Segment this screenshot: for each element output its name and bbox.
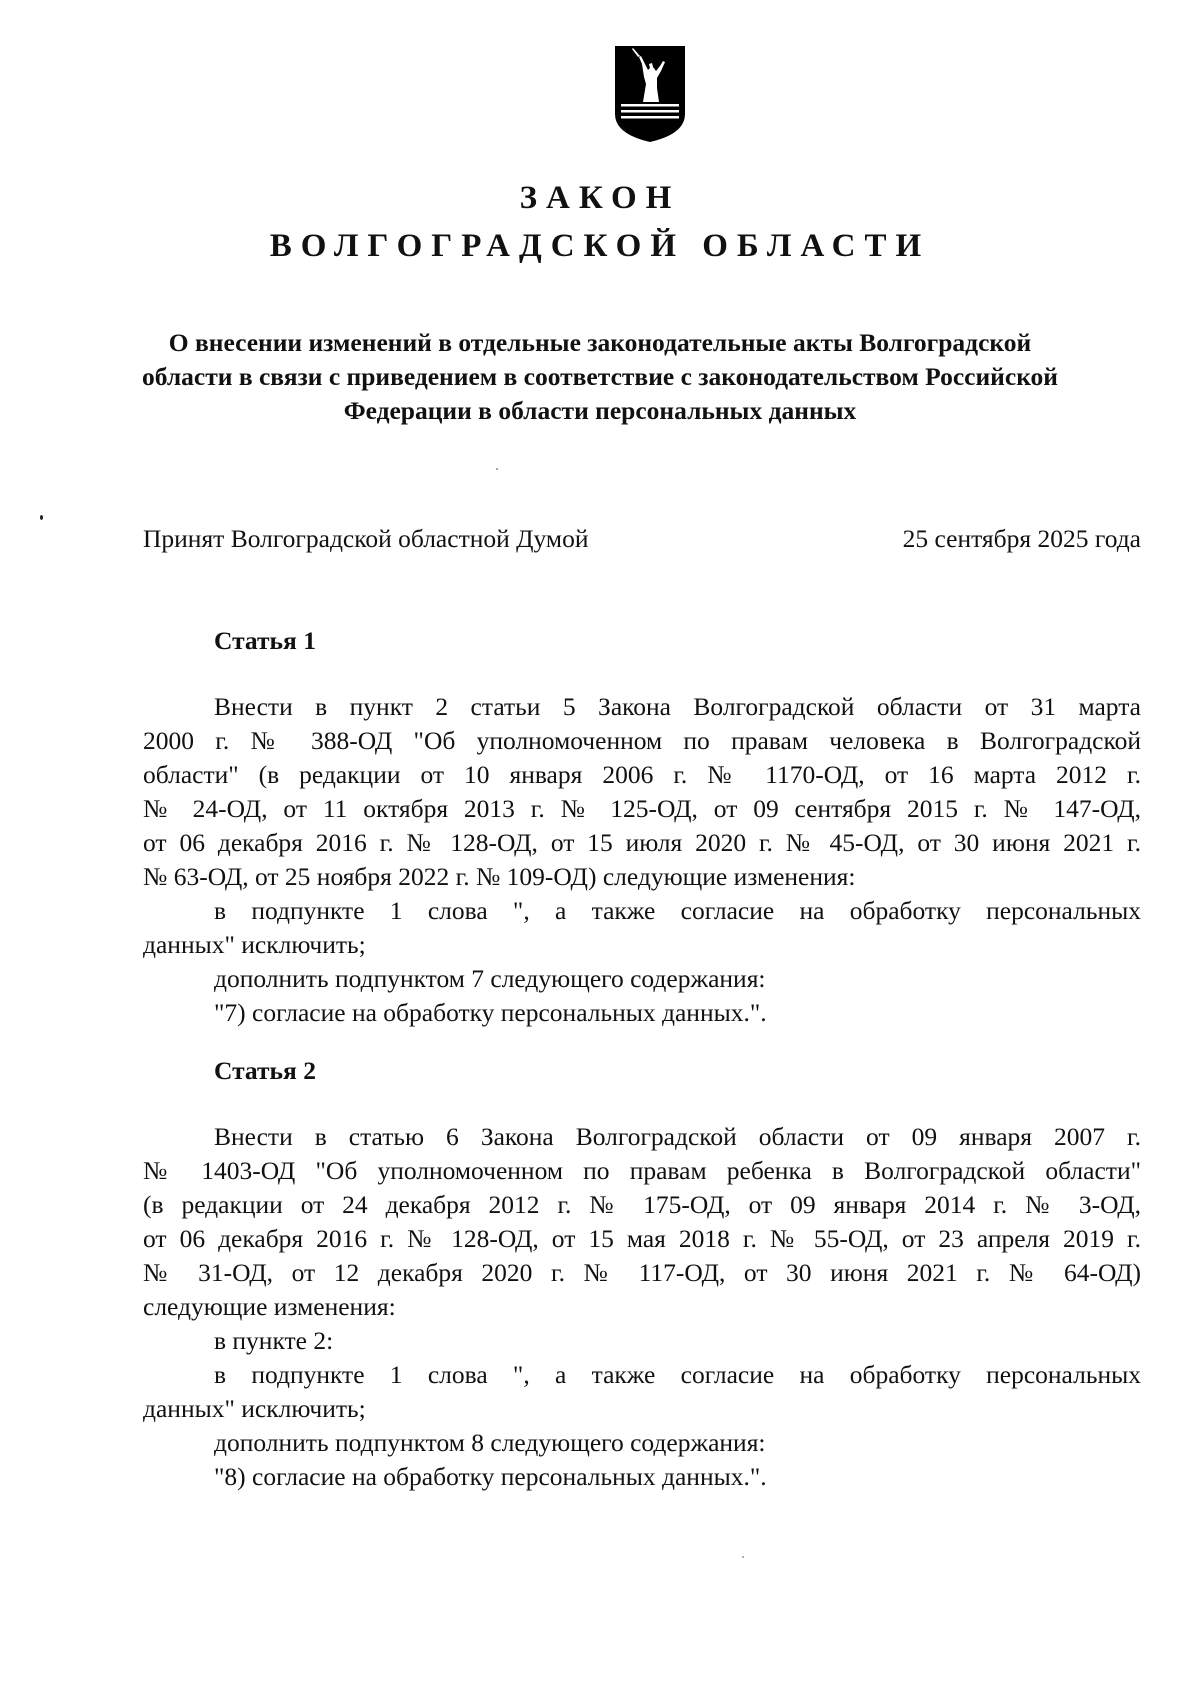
article-2-heading: Статья 2 (214, 1056, 316, 1085)
scan-speck (496, 468, 498, 470)
coat-of-arms-volgograd-emblem (613, 44, 687, 144)
article-1-line: области" (в редакции от 10 января 2006 г. № 1170-ОД, от 16 марта 2012 г. (143, 760, 1141, 789)
article-1-line: Внести в пункт 2 статьи 5 Закона Волгоградской области от 31 марта (214, 692, 1141, 721)
article-2-line: № 31-ОД, от 12 декабря 2020 г. № 117-ОД, от 30 июня 2021 г. № 64-ОД) (143, 1258, 1141, 1287)
article-2-line: (в редакции от 24 декабря 2012 г. № 175-ОД, от 09 января 2014 г. № 3-ОД, (143, 1190, 1141, 1219)
article-2-line: в пункте 2: (214, 1326, 334, 1355)
article-1-line: "7) согласие на обработку персональных данных.". (214, 998, 767, 1027)
article-1-line: № 63-ОД, от 25 ноября 2022 г. № 109-ОД) следующие изменения: (143, 862, 856, 891)
adoption-date: 25 сентября 2025 года (902, 524, 1141, 553)
scan-speck (40, 515, 43, 520)
law-subject (140, 326, 1060, 428)
document-type-title: ЗАКОН (519, 180, 681, 216)
article-2-line: № 1403-ОД "Об уполномоченном по правам ребенка в Волгоградской области" (143, 1156, 1141, 1185)
article-1-heading: Статья 1 (214, 626, 316, 655)
article-2-line: данных" исключить; (143, 1394, 366, 1423)
article-1-line: № 24-ОД, от 11 октября 2013 г. № 125-ОД, от 09 сентября 2015 г. № 147-ОД, (143, 794, 1141, 823)
law-subject-line: Федерации в области персональных данных (343, 396, 857, 425)
article-2-line: "8) согласие на обработку персональных данных.". (214, 1462, 767, 1491)
adopted-by: Принят Волгоградской областной Думой (143, 524, 589, 553)
article-2-line: в подпункте 1 слова ", а также согласие на обработку персональных (214, 1360, 1141, 1389)
law-subject-line: О внесении изменений в отдельные законодательные акты Волгоградской (168, 328, 1032, 357)
article-1-line: данных" исключить; (143, 930, 366, 959)
article-2-line: дополнить подпунктом 8 следующего содержания: (214, 1428, 766, 1457)
issuer-title: ВОЛГОГРАДСКОЙ ОБЛАСТИ (269, 228, 931, 264)
article-2-line: Внести в статью 6 Закона Волгоградской области от 09 января 2007 г. (214, 1122, 1141, 1151)
article-1-line: в подпункте 1 слова ", а также согласие на обработку персональных (214, 896, 1141, 925)
article-2-line: от 06 декабря 2016 г. № 128-ОД, от 15 мая 2018 г. № 55-ОД, от 23 апреля 2019 г. (143, 1224, 1141, 1253)
article-1-line: дополнить подпунктом 7 следующего содержания: (214, 964, 766, 993)
article-1-line: от 06 декабря 2016 г. № 128-ОД, от 15 июля 2020 г. № 45-ОД, от 30 июня 2021 г. (143, 828, 1141, 857)
scan-speck (742, 1556, 744, 1558)
law-subject-line: области в связи с приведением в соответствие с законодательством Российской (141, 362, 1058, 391)
article-2-line: следующие изменения: (143, 1292, 396, 1321)
article-1-line: 2000 г. № 388-ОД "Об уполномоченном по правам человека в Волгоградской (143, 726, 1141, 755)
